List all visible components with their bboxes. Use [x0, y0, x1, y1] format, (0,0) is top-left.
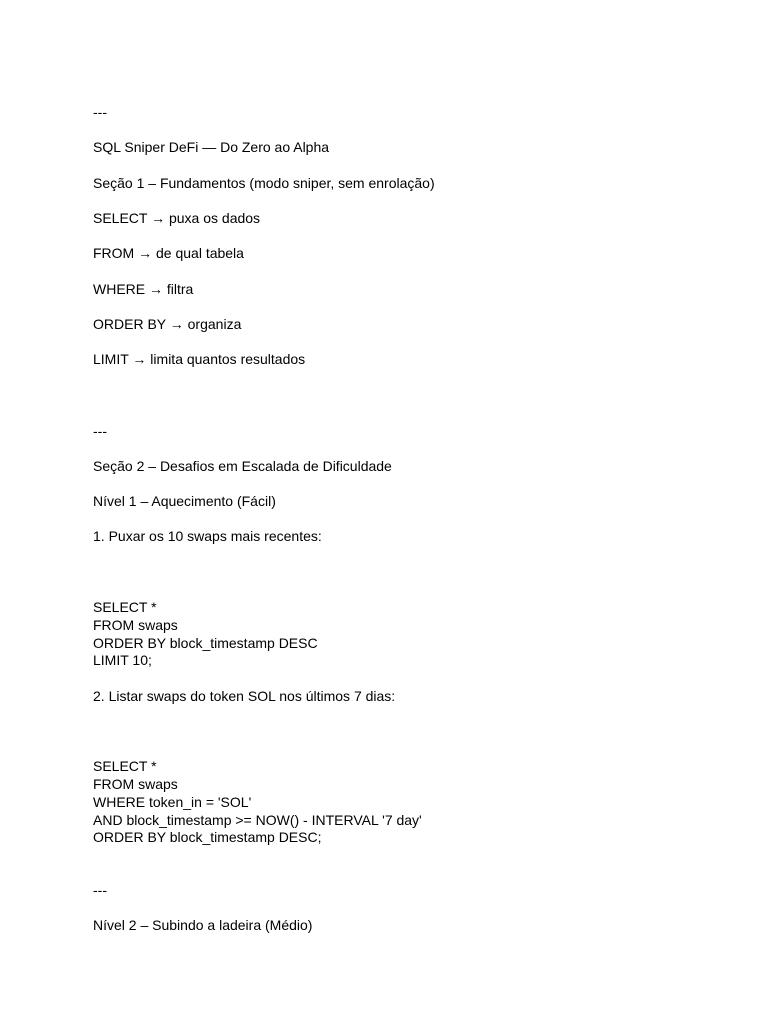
code-line: SELECT *	[93, 758, 157, 774]
question-2-prompt: 2. Listar swaps do token SOL nos últimos 7 dias:	[93, 688, 396, 704]
code-line: WHERE token_in = 'SOL'	[93, 794, 252, 810]
code-line: FROM swaps	[93, 617, 178, 633]
separator: ---	[93, 882, 107, 898]
section-2-heading: Seção 2 – Desafios em Escalada de Dificuldade	[93, 458, 392, 474]
section-1-heading: Seção 1 – Fundamentos (modo sniper, sem enrolação)	[93, 175, 435, 191]
code-line: ORDER BY block_timestamp DESC;	[93, 829, 322, 845]
code-line: AND block_timestamp >= NOW() - INTERVAL '7 day'	[93, 812, 422, 828]
document-title: SQL Sniper DeFi — Do Zero ao Alpha	[93, 139, 330, 155]
code-line: FROM swaps	[93, 776, 178, 792]
level-1-heading: Nível 1 – Aquecimento (Fácil)	[93, 493, 276, 509]
question-1-prompt: 1. Puxar os 10 swaps mais recentes:	[93, 528, 322, 544]
list-item: ORDER BY → organiza	[93, 316, 242, 332]
code-line: SELECT *	[93, 599, 157, 615]
code-line: ORDER BY block_timestamp DESC	[93, 635, 318, 651]
list-item: LIMIT → limita quantos resultados	[93, 351, 306, 367]
level-2-heading: Nível 2 – Subindo a ladeira (Médio)	[93, 917, 313, 933]
list-item: FROM → de qual tabela	[93, 245, 244, 261]
list-item: SELECT → puxa os dados	[93, 210, 261, 226]
separator: ---	[93, 423, 107, 439]
list-item: WHERE → filtra	[93, 281, 194, 297]
code-line: LIMIT 10;	[93, 652, 152, 668]
separator: ---	[93, 104, 107, 120]
